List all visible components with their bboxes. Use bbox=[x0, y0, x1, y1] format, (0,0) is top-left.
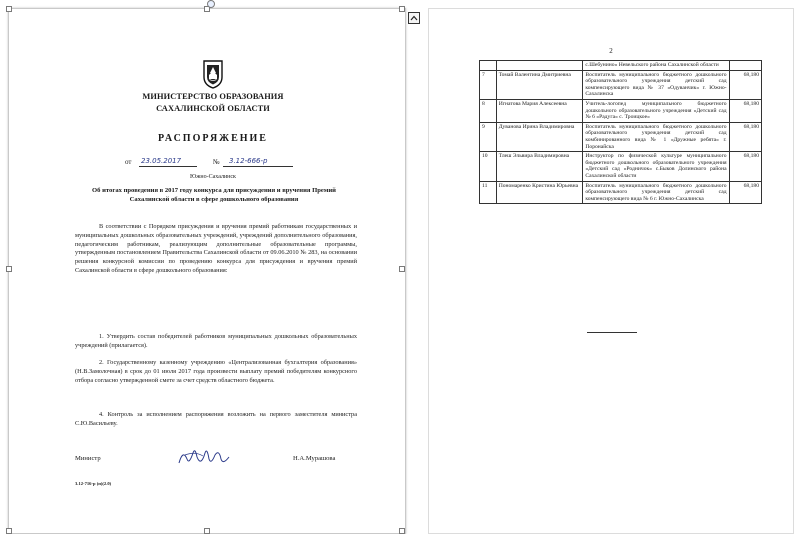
date-number-line bbox=[125, 157, 325, 169]
ministry-name-line1: МИНИСТЕРСТВО ОБРАЗОВАНИЯ bbox=[142, 92, 284, 101]
footer-code: 3.12-716-р (п)(2.0) bbox=[75, 481, 112, 486]
paragraph-preamble: В соответствии с Порядком присуждения и вручения премий работникам государственных и муниципальных дошкольных образовательных учреждений, учреждений дополнительного образования, педагогическим работникам, реализующим дополнительные образовательные программы, утвержденным постановлением Правительства Сахалинской области от 09.06.2010 № 283, на основании решения конкурсной комиссии по проведению конкурса для присуждения и вручения премий Сахалинской области в сфере дошкольного образования: bbox=[75, 223, 357, 274]
resize-handle-top-right[interactable] bbox=[399, 6, 405, 12]
position-cell: с.Шебунино» Невельского района Сахалинской области bbox=[583, 61, 729, 71]
award-amount-cell: 68,180 bbox=[729, 70, 761, 99]
collapse-button[interactable] bbox=[408, 12, 420, 24]
table-row bbox=[480, 61, 762, 71]
award-amount-cell: 68,180 bbox=[729, 152, 761, 181]
winner-name-cell bbox=[496, 61, 583, 71]
award-amount-cell: 68,180 bbox=[729, 122, 761, 151]
award-amount-cell: 68,180 bbox=[729, 99, 761, 122]
position-cell: Инструктор по физической культуре муниципального бюджетного дошкольного образовательного учреждения «Детский сад «Родничок» с.Быков Долинского района Сахалинской области bbox=[583, 152, 729, 181]
number-prefix: № bbox=[213, 158, 220, 166]
winner-name-cell: Игнатова Мария Алексеевна bbox=[496, 99, 583, 122]
winner-name-cell: Дуванова Ирина Владимировна bbox=[496, 122, 583, 151]
document-type-title: РАСПОРЯЖЕНИЕ bbox=[158, 133, 268, 144]
paragraph-item-1: 1. Утвердить состав победителей работников муниципальных дошкольных образовательных учреждений (прилагается). bbox=[75, 333, 357, 349]
position-cell: Воспитатель муниципального бюджетного дошкольного образовательного учреждения детский сад компенсирующего вида № 37 «Одуванчик» г. Южно-Сахалинска bbox=[583, 70, 729, 99]
table-row bbox=[480, 122, 762, 151]
award-amount-cell: 68,180 bbox=[729, 181, 761, 204]
position-cell: Учитель-логопед муниципального бюджетного дошкольного образовательного учреждения «Детский сад № 6 «Радуга» с. Троицкое» bbox=[583, 99, 729, 122]
position-cell: Воспитатель муниципального бюджетного дошкольного образовательного учреждения детский сад компенсирующего вида № 6 г. Южно-Сахалинска bbox=[583, 181, 729, 204]
row-number-cell bbox=[480, 61, 497, 71]
table-row bbox=[480, 99, 762, 122]
document-heading: Об итогах проведения в 2017 году конкурса для присуждения и вручения Премий Сахалинской области в сфере дошкольного образования bbox=[92, 187, 336, 203]
date-prefix: от bbox=[125, 158, 132, 166]
awards-table bbox=[479, 60, 762, 204]
chevron-up-icon bbox=[410, 14, 418, 22]
winner-name-cell: Томай Валентина Дмитриевна bbox=[496, 70, 583, 99]
position-cell: Воспитатель муниципального бюджетного дошкольного образовательного учреждения детский сад комбинированного вида № 1 «Дружные ребята» г. Поронайска bbox=[583, 122, 729, 151]
row-number-cell: 10 bbox=[480, 152, 497, 181]
ministry-name-line2: САХАЛИНСКОЙ ОБЛАСТИ bbox=[156, 104, 270, 113]
award-amount-cell bbox=[729, 61, 761, 71]
resize-handle-right[interactable] bbox=[399, 266, 405, 272]
row-number-cell: 9 bbox=[480, 122, 497, 151]
resize-handle-left[interactable] bbox=[6, 266, 12, 272]
resize-handle-bottom-left[interactable] bbox=[6, 528, 12, 534]
end-separator-line bbox=[587, 332, 637, 333]
date-underline bbox=[139, 166, 197, 167]
city-label: Южно-Сахалинск bbox=[190, 174, 236, 180]
number-underline bbox=[223, 166, 293, 167]
document-page-1 bbox=[8, 8, 406, 534]
resize-handle-bottom-right[interactable] bbox=[399, 528, 405, 534]
page-number: 2 bbox=[609, 47, 613, 55]
resize-handle-top-left[interactable] bbox=[6, 6, 12, 12]
document-page-2 bbox=[428, 8, 794, 534]
coat-of-arms-emblem bbox=[202, 59, 224, 89]
paragraph-item-2: 2. Государственному казенному учреждению «Централизованная бухгалтерия образования» (Н.В.Замолочная) в срок до 01 июля 2017 года произвести выплату премий победителям конкурсного отбора согласно утвержденной смете за счет средств областного бюджета. bbox=[75, 359, 357, 384]
paragraph-item-4: 4. Контроль за исполнением распоряжения возложить на первого заместителя министра С.Ю.Васильеву. bbox=[75, 411, 357, 427]
date-value: 23.05.2017 bbox=[141, 157, 182, 165]
table-row bbox=[480, 70, 762, 99]
row-number-cell: 7 bbox=[480, 70, 497, 99]
signer-name: Н.А.Мурашова bbox=[293, 455, 336, 462]
resize-handle-bottom[interactable] bbox=[204, 528, 210, 534]
table-row bbox=[480, 181, 762, 204]
signature-handwritten bbox=[175, 445, 235, 469]
signer-title: Министр bbox=[75, 455, 101, 462]
winner-name-cell: Пономаренко Кристина Юрьевна bbox=[496, 181, 583, 204]
row-number-cell: 8 bbox=[480, 99, 497, 122]
row-number-cell: 11 bbox=[480, 181, 497, 204]
number-value: 3.12-666-р bbox=[229, 157, 268, 165]
table-row bbox=[480, 152, 762, 181]
winner-name-cell: Тлеш Эльвира Владимировна bbox=[496, 152, 583, 181]
rotate-handle[interactable] bbox=[207, 0, 215, 8]
